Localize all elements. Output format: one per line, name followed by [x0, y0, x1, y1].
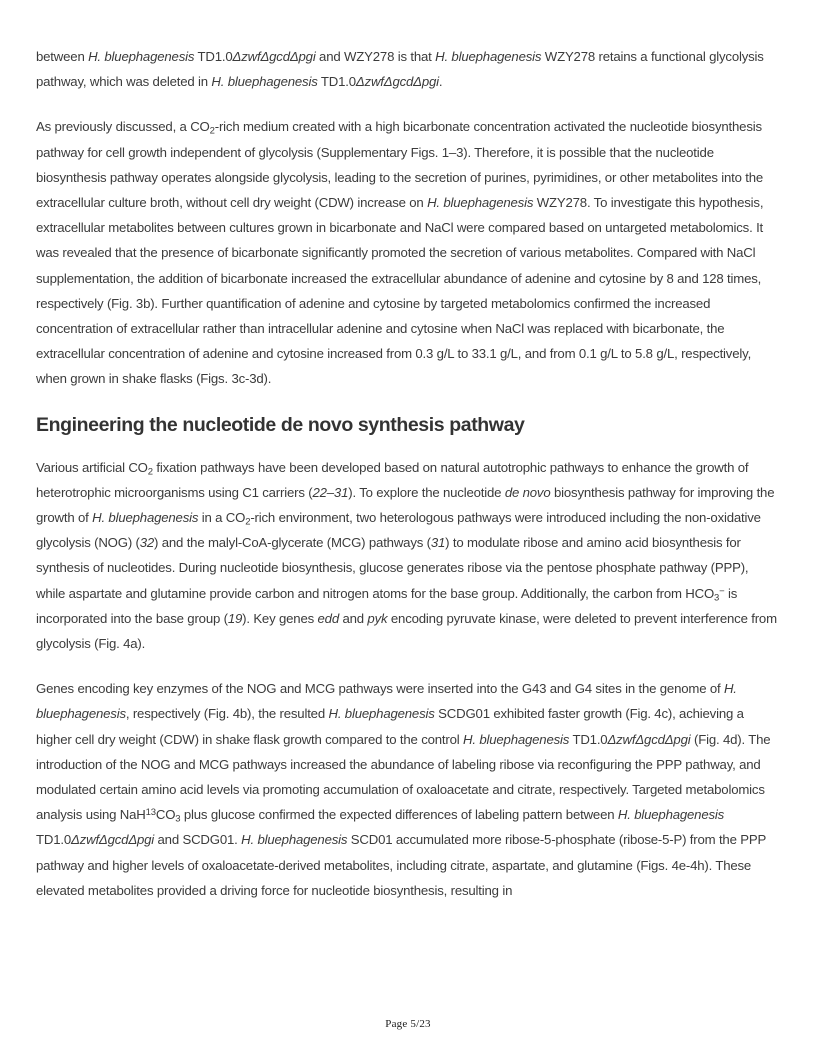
page-footer: Page 5/23: [385, 1018, 431, 1030]
paragraph-4: Genes encoding key enzymes of the NOG and MCG pathways were inserted into the G43 and G4 sites in the genome of H. bluephagenesis, respectively (Fig. 4b), the resulted H. bluephagenesis SCDG01 exhibited faster growth (Fig. 4c), achieving a higher cell dry weight (CDW) in shake flask growth compared to the control H. bluephagenesis TD1.0ΔzwfΔgcdΔpgi (Fig. 4d). The introduction of the NOG and MCG pathways increased the abundance of labeling ribose via reconfiguring the PPP pathway, and modulated certain amino acid levels via promoting accumulation of oxaloacetate and citrate, respectively. Targeted metabolomics analysis using $NaH^{13}CO_3$ plus glucose confirmed the expected differences of labeling pattern between H. bluephagenesis TD1.0ΔzwfΔgcdΔpgi and SCDG01. H. bluephagenesis SCD01 accumulated more ribose-5-phosphate (ribose-5-P) from the PPP pathway and higher levels of oxaloacetate-derived metabolites, including citrate, aspartate, and glutamine (Figs. 4e-4h). These elevated metabolites provided a driving force for nucleotide biosynthesis, resulting in: [36, 681, 771, 898]
paragraph-2: As previously discussed, a $CO_2$-rich medium created with a high bicarbonate concentration activated the nucleotide biosynthesis pathway for cell growth independent of glycolysis (Supplementary Figs. 1–3). Therefore, it is possible that the nucleotide biosynthesis pathway operates alongside glycolysis, leading to the secretion of purines, pyrimidines, or other metabolites into the extracellular culture broth, without cell dry weight (CDW) increase on H. bluephagenesis WZY278. To investigate this hypothesis, extracellular metabolites between cultures grown in bicarbonate and NaCl were compared based on untargeted metabolomics. It was revealed that the presence of bicarbonate significantly promoted the secretion of various metabolites. Compared with NaCl supplementation, the addition of bicarbonate increased the extracellular abundance of adenine and cytosine by 8 and 128 times, respectively (Fig. 3b). Further quantification of adenine and cytosine by targeted metabolomics confirmed the increased concentration of extracellular rather than intracellular adenine and cytosine when NaCl was replaced with bicarbonate, the extracellular concentration of adenine and cytosine increased from 0.3 g/L to 33.1 g/L, and from 0.1 g/L to 5.8 g/L, respectively, when grown in shake flasks (Figs. 3c-3d).: [36, 119, 764, 387]
page-content: [36, 44, 780, 923]
paragraph-3: Various artificial $CO_2$ fixation pathways have been developed based on natural autotrophic pathways to enhance the growth of heterotrophic microorganisms using C1 carriers (22–31). To explore the nucleotide de novo biosynthesis pathway for improving the growth of H. bluephagenesis in a $CO_2$-rich environment, two heterologous pathways were introduced including the non-oxidative glycolysis (NOG) (32) and the malyl-CoA-glycerate (MCG) pathways (31) to modulate ribose and amino acid biosynthesis for synthesis of nucleotides. During nucleotide biosynthesis, glucose generates ribose via the pentose phosphate pathway (PPP), while aspartate and glutamine provide carbon and nitrogen atoms for the base group. Additionally, the carbon from $HCO_3^-$ is incorporated into the base group (19). Key genes edd and pyk encoding pyruvate kinase, were deleted to prevent interference from glycolysis (Fig. 4a).: [36, 459, 777, 652]
paragraph-1: between H. bluephagenesis TD1.0ΔzwfΔgcdΔpgi and WZY278 is that H. bluephagenesis WZY278 retains a functional glycolysis pathway, which was deleted in H. bluephagenesis TD1.0ΔzwfΔgcdΔpgi.: [36, 49, 764, 90]
section-heading: Engineering the nucleotide de novo synthesis pathway: [36, 413, 525, 436]
